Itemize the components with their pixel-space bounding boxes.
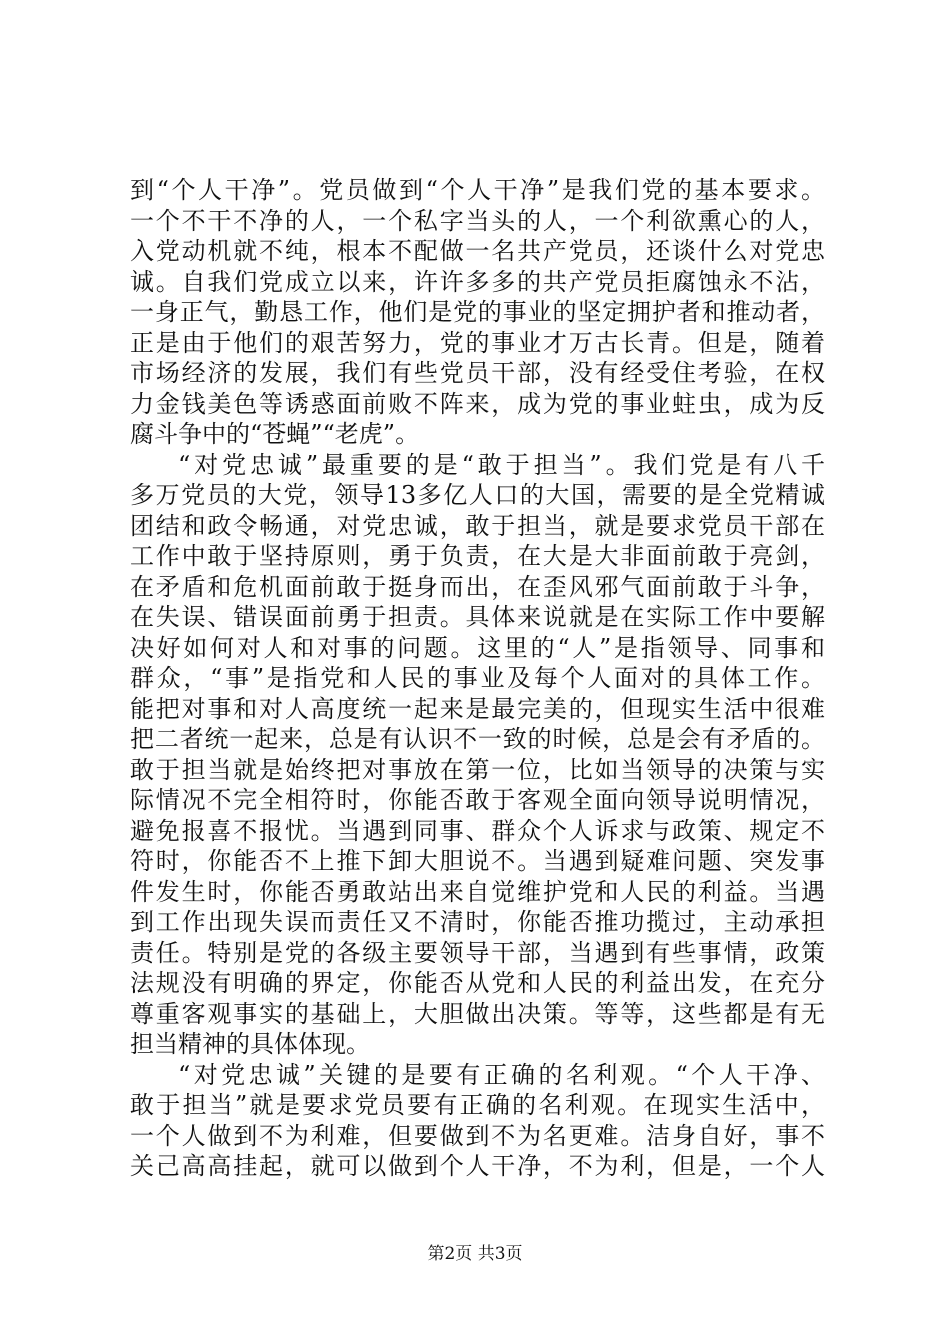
body-text [130,175,825,1182]
text-line: “对党忠诚”关键的是要有正确的名利观。“个人干净、 [178,1060,825,1089]
text-line: 力金钱美色等诱惑面前败不阵来，成为党的事业蛀虫，成为反 [130,389,825,418]
text-line: 市场经济的发展，我们有些党员干部，没有经受住考验，在权 [130,359,825,387]
text-line: 决好如何对人和对事的问题。这里的“人”是指领导、同事和 [130,633,825,662]
text-line: 腐斗争中的“苍蝇”“老虎”。 [130,420,420,448]
text-line: “对党忠诚”最重要的是“敢于担当”。我们党是有八千 [178,450,825,479]
text-line: 入党动机就不纯，根本不配做一名共产党员，还谈什么对党忠 [130,237,825,265]
text-line: 法规没有明确的界定，你能否从党和人民的利益出发，在充分 [130,969,825,997]
text-line: 敢于担当”就是要求党员要有正确的名利观。在现实生活中， [130,1091,825,1119]
text-line: 担当精神的具体体现。 [130,1030,370,1058]
text-line: 际情况不完全相符时，你能否敢于客观全面向领导说明情况， [130,786,825,814]
text-line: 尊重客观事实的基础上，大胆做出决策。等等，这些都是有无 [130,999,825,1028]
text-line: 敢于担当就是始终把对事放在第一位，比如当领导的决策与实 [130,755,825,784]
page-footer: 第2页 共3页 [427,1244,523,1264]
text-line: 正是由于他们的艰苦努力，党的事业才万古长青。但是，随着 [130,328,825,357]
paragraph [130,1060,825,1182]
text-line: 群众，“事”是指党和人民的事业及每个人面对的具体工作。 [130,664,825,692]
text-line: 一身正气，勤恳工作，他们是党的事业的坚定拥护者和推动者， [130,298,825,326]
text-line: 团结和政令畅通，对党忠诚，敢于担当，就是要求党员干部在 [130,511,825,540]
text-line: 诚。自我们党成立以来，许许多多的共产党员拒腐蚀永不沾， [130,267,825,296]
paragraph [130,450,825,1060]
text-line: 多万党员的大党，领导13多亿人口的大国，需要的是全党精诚 [130,481,825,509]
text-line: 把二者统一起来，总是有认识不一致的时候，总是会有矛盾的。 [130,725,825,753]
text-line: 责任。特别是党的各级主要领导干部，当遇到有些事情，政策 [130,938,825,967]
text-line: 关己高高挂起，就可以做到个人干净，不为利，但是，一个人 [130,1152,825,1180]
text-line: 一个不干不净的人，一个私字当头的人，一个利欲熏心的人， [130,206,825,235]
text-line: 符时，你能否不上推下卸大胆说不。当遇到疑难问题、突发事 [130,847,825,875]
text-line: 到“个人干净”。党员做到“个人干净”是我们党的基本要求。 [130,176,825,204]
paragraph [130,175,825,450]
text-line: 一个人做到不为利难，但要做到不为名更难。洁身自好，事不 [130,1121,825,1150]
text-line: 在矛盾和危机面前敢于挺身而出，在歪风邪气面前敢于斗争， [130,572,825,601]
text-line: 在失误、错误面前勇于担责。具体来说就是在实际工作中要解 [130,603,825,631]
text-line: 能把对事和对人高度统一起来是最完美的，但现实生活中很难 [130,694,825,723]
text-line: 避免报喜不报忧。当遇到同事、群众个人诉求与政策、规定不 [130,816,825,845]
text-line: 到工作出现失误而责任又不清时，你能否推功揽过，主动承担 [130,908,825,936]
text-line: 工作中敢于坚持原则，勇于负责，在大是大非面前敢于亮剑， [130,542,825,570]
text-line: 件发生时，你能否勇敢站出来自觉维护党和人民的利益。当遇 [130,877,825,906]
